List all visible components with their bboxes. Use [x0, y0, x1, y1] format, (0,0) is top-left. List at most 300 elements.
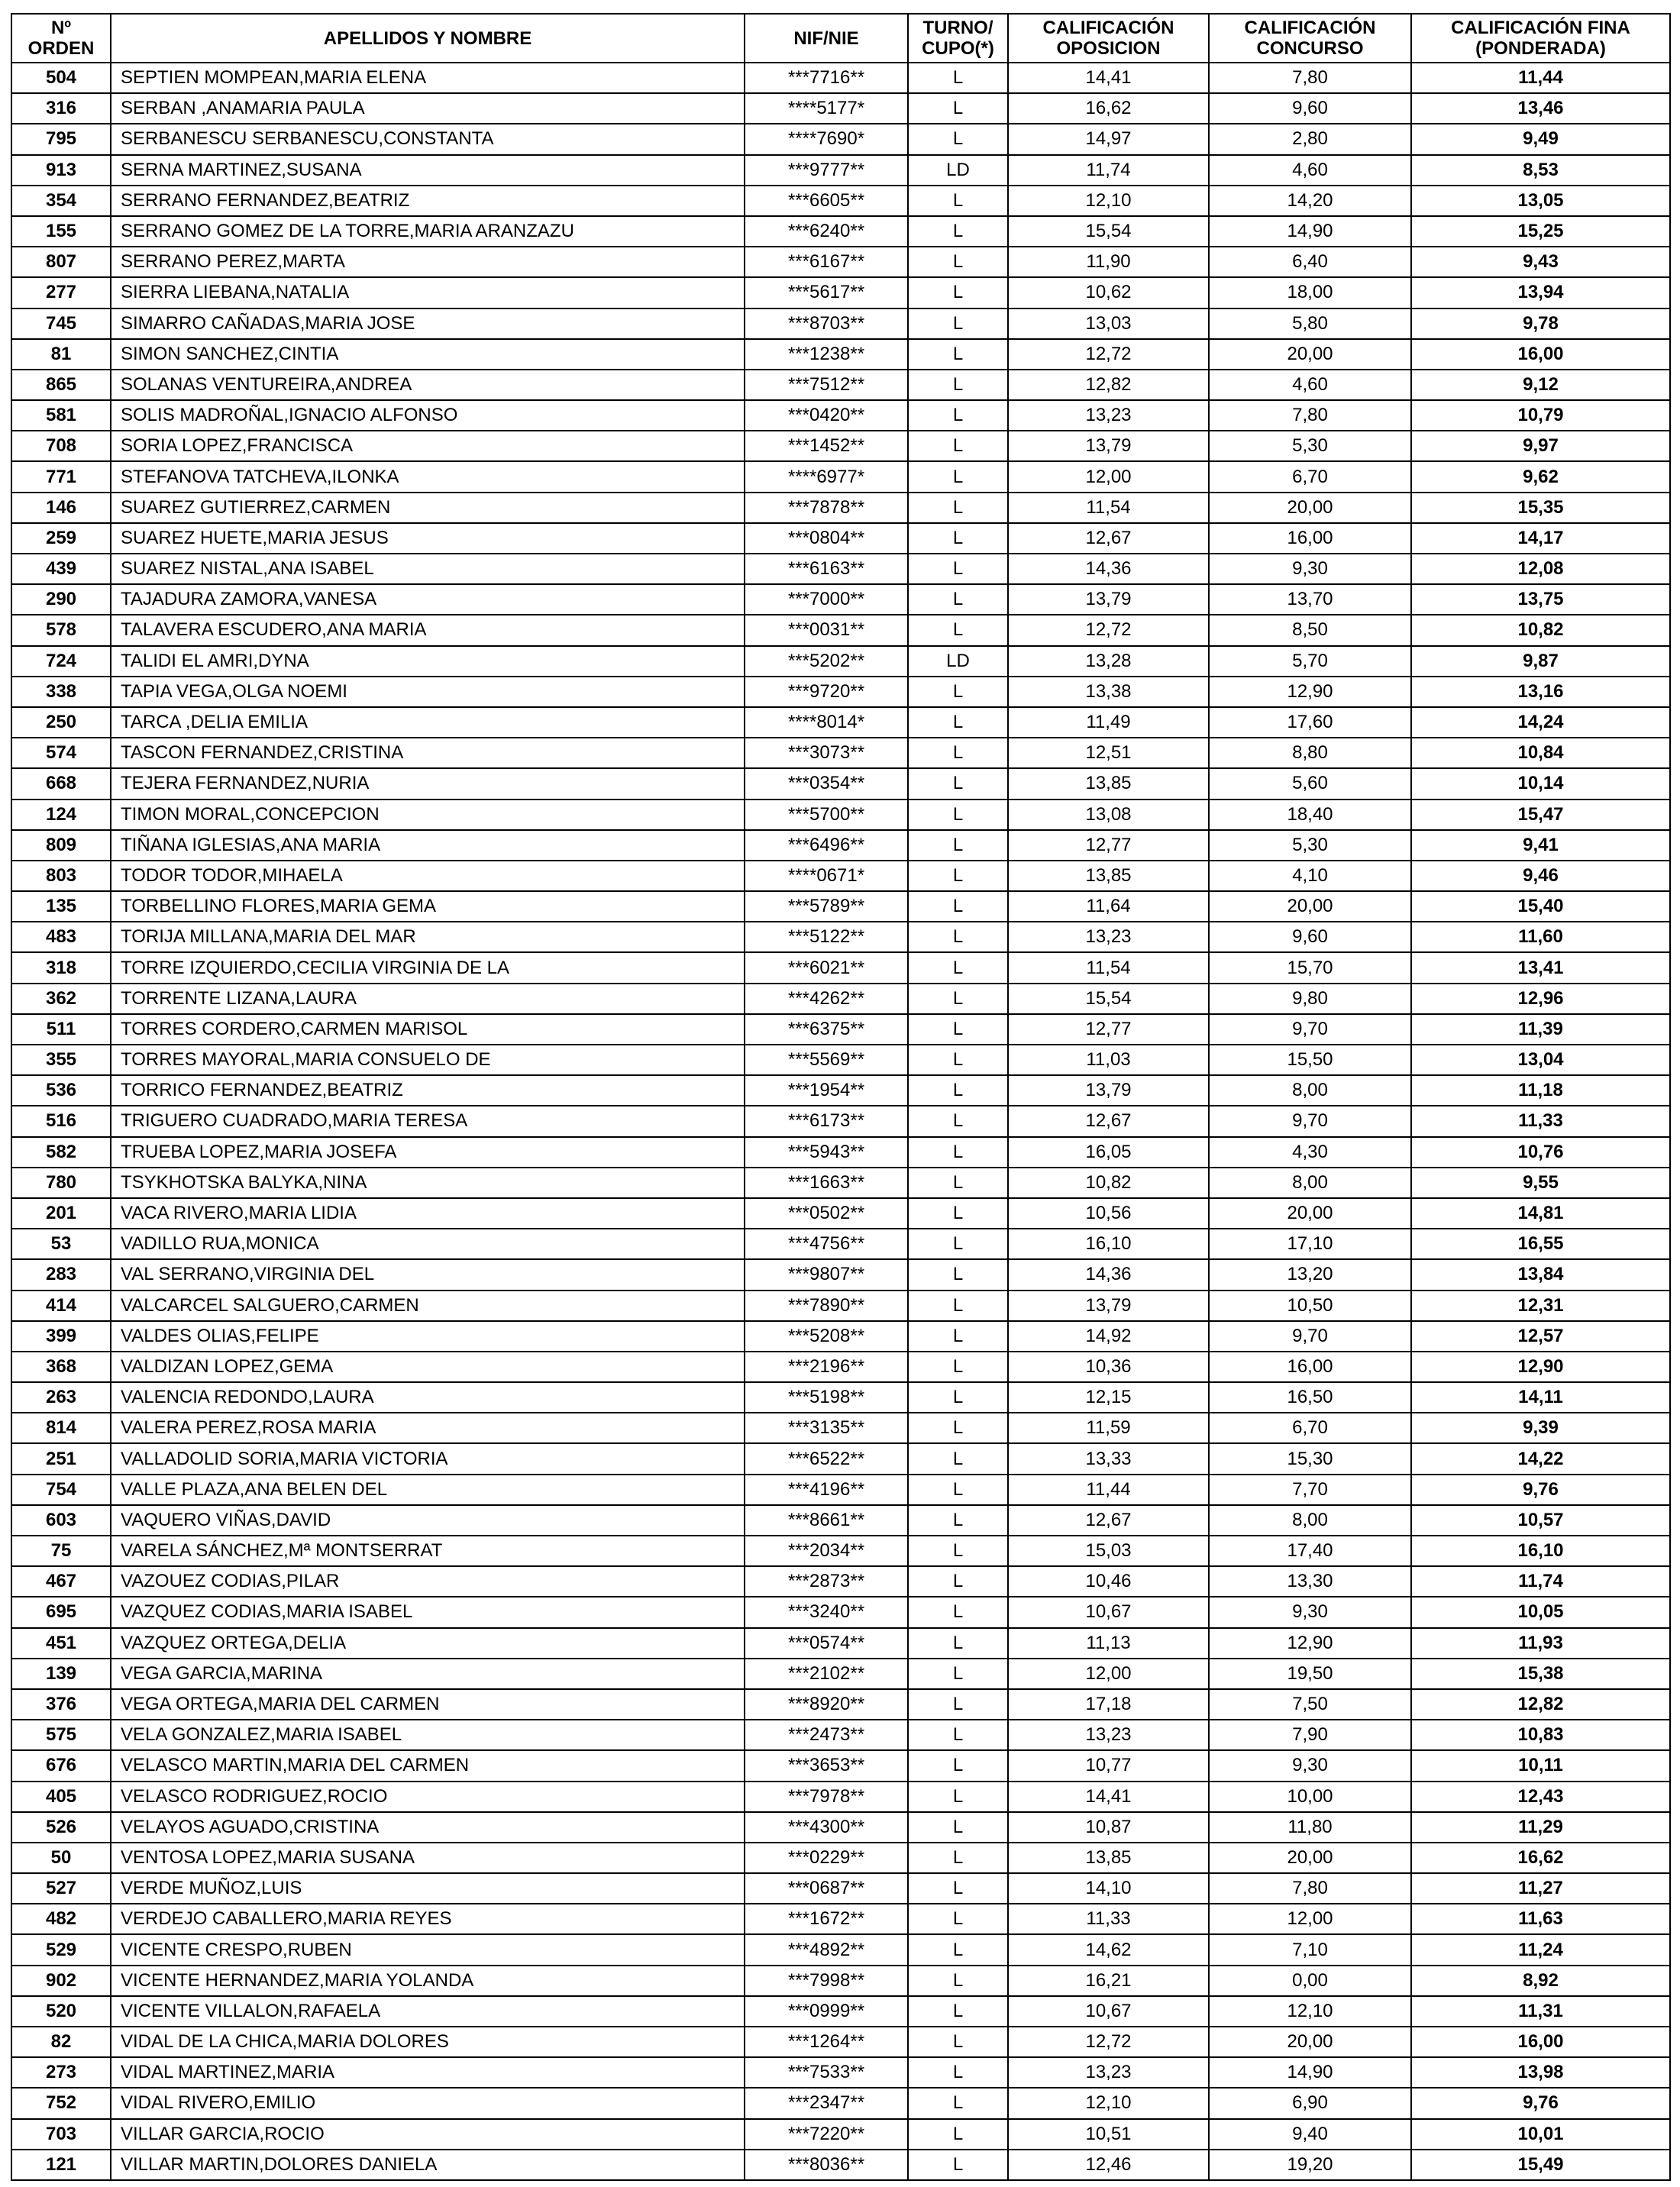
table-row: [11, 707, 1670, 738]
cell-nombre: VALLADOLID SORIA,MARIA VICTORIA: [111, 1443, 745, 1474]
cell-turno: L: [908, 861, 1008, 891]
cell-concurso: 18,40: [1209, 800, 1411, 830]
cell-final: 16,62: [1411, 1843, 1670, 1873]
cell-turno: L: [908, 2150, 1008, 2180]
cell-orden: 724: [11, 646, 111, 677]
cell-concurso: 7,70: [1209, 1475, 1411, 1505]
cell-nif: ***7533**: [745, 2057, 908, 2088]
table-row: [11, 1750, 1670, 1781]
cell-nif: ***2102**: [745, 1659, 908, 1689]
cell-nombre: TEJERA FERNANDEZ,NURIA: [111, 768, 745, 799]
cell-orden: 201: [11, 1198, 111, 1229]
cell-oposicion: 16,05: [1008, 1137, 1209, 1168]
cell-final: 11,44: [1411, 63, 1670, 93]
cell-orden: 865: [11, 370, 111, 400]
cell-orden: 316: [11, 93, 111, 124]
cell-nif: ***0502**: [745, 1198, 908, 1229]
cell-orden: 355: [11, 1045, 111, 1075]
table-row: [11, 1536, 1670, 1566]
cell-orden: 574: [11, 738, 111, 768]
cell-turno: L: [908, 922, 1008, 952]
cell-orden: 121: [11, 2150, 111, 2180]
cell-turno: L: [908, 707, 1008, 738]
cell-final: 9,46: [1411, 861, 1670, 891]
cell-concurso: 12,90: [1209, 1628, 1411, 1659]
cell-nif: ***1452**: [745, 431, 908, 461]
cell-nif: ***6375**: [745, 1014, 908, 1045]
cell-final: 10,82: [1411, 615, 1670, 645]
cell-nombre: VAZQUEZ ORTEGA,DELIA: [111, 1628, 745, 1659]
cell-oposicion: 12,46: [1008, 2150, 1209, 2180]
table-row: [11, 952, 1670, 983]
table-row: [11, 1259, 1670, 1290]
cell-final: 10,01: [1411, 2119, 1670, 2150]
cell-final: 15,35: [1411, 493, 1670, 523]
table-row: [11, 1628, 1670, 1659]
cell-turno: L: [908, 584, 1008, 615]
table-row: [11, 984, 1670, 1014]
cell-oposicion: 16,10: [1008, 1229, 1209, 1259]
cell-final: 13,75: [1411, 584, 1670, 615]
cell-nif: ***7890**: [745, 1291, 908, 1321]
cell-orden: 53: [11, 1229, 111, 1259]
cell-turno: L: [908, 1720, 1008, 1750]
table-row: [11, 1168, 1670, 1198]
cell-nif: ***0574**: [745, 1628, 908, 1659]
cell-orden: 81: [11, 339, 111, 370]
cell-nif: ***7998**: [745, 1966, 908, 1996]
cell-orden: 139: [11, 1659, 111, 1689]
cell-nombre: TORRENTE LIZANA,LAURA: [111, 984, 745, 1014]
table-body: [11, 63, 1670, 2180]
cell-turno: L: [908, 1812, 1008, 1843]
cell-oposicion: 10,67: [1008, 1597, 1209, 1627]
cell-final: 12,90: [1411, 1352, 1670, 1382]
cell-orden: 283: [11, 1259, 111, 1290]
cell-nombre: TODOR TODOR,MIHAELA: [111, 861, 745, 891]
table-row: [11, 1720, 1670, 1750]
cell-orden: 467: [11, 1566, 111, 1597]
cell-turno: L: [908, 1505, 1008, 1536]
cell-concurso: 15,50: [1209, 1045, 1411, 1075]
cell-oposicion: 13,33: [1008, 1443, 1209, 1474]
cell-concurso: 9,30: [1209, 1597, 1411, 1627]
cell-nif: ***9807**: [745, 1259, 908, 1290]
cell-final: 10,57: [1411, 1505, 1670, 1536]
cell-concurso: 4,10: [1209, 861, 1411, 891]
cell-concurso: 7,80: [1209, 1873, 1411, 1904]
cell-concurso: 19,20: [1209, 2150, 1411, 2180]
cell-nif: ***6522**: [745, 1443, 908, 1474]
table-row: [11, 1475, 1670, 1505]
cell-orden: 482: [11, 1904, 111, 1934]
cell-concurso: 13,70: [1209, 584, 1411, 615]
cell-concurso: 20,00: [1209, 2027, 1411, 2057]
table-row: [11, 523, 1670, 554]
table-row: [11, 63, 1670, 93]
results-table: [11, 13, 1671, 2181]
cell-nombre: VAQUERO VIÑAS,DAVID: [111, 1505, 745, 1536]
cell-orden: 780: [11, 1168, 111, 1198]
cell-nombre: SUAREZ HUETE,MARIA JESUS: [111, 523, 745, 554]
cell-turno: L: [908, 247, 1008, 277]
cell-final: 16,00: [1411, 339, 1670, 370]
cell-oposicion: 15,03: [1008, 1536, 1209, 1566]
cell-nombre: SERRANO PEREZ,MARTA: [111, 247, 745, 277]
cell-turno: L: [908, 830, 1008, 861]
cell-oposicion: 13,23: [1008, 2057, 1209, 2088]
cell-final: 16,00: [1411, 2027, 1670, 2057]
cell-nombre: VALDIZAN LOPEZ,GEMA: [111, 1352, 745, 1382]
cell-turno: L: [908, 891, 1008, 922]
cell-concurso: 2,80: [1209, 124, 1411, 154]
cell-turno: L: [908, 1229, 1008, 1259]
cell-nombre: TORRICO FERNANDEZ,BEATRIZ: [111, 1075, 745, 1106]
cell-turno: LD: [908, 646, 1008, 677]
cell-final: 16,10: [1411, 1536, 1670, 1566]
cell-final: 9,76: [1411, 2088, 1670, 2118]
cell-turno: L: [908, 768, 1008, 799]
cell-orden: 668: [11, 768, 111, 799]
cell-concurso: 9,60: [1209, 922, 1411, 952]
cell-concurso: 19,50: [1209, 1659, 1411, 1689]
table-row: [11, 584, 1670, 615]
cell-nombre: VIDAL RIVERO,EMILIO: [111, 2088, 745, 2118]
cell-turno: L: [908, 1566, 1008, 1597]
cell-final: 11,24: [1411, 1934, 1670, 1965]
cell-concurso: 16,00: [1209, 523, 1411, 554]
cell-orden: 902: [11, 1966, 111, 1996]
cell-turno: L: [908, 1168, 1008, 1198]
table-row: [11, 861, 1670, 891]
cell-orden: 318: [11, 952, 111, 983]
cell-final: 10,83: [1411, 1720, 1670, 1750]
cell-oposicion: 12,82: [1008, 370, 1209, 400]
cell-nif: ***8920**: [745, 1689, 908, 1720]
cell-concurso: 16,00: [1209, 1352, 1411, 1382]
cell-final: 13,16: [1411, 677, 1670, 707]
cell-nombre: STEFANOVA TATCHEVA,ILONKA: [111, 461, 745, 492]
cell-final: 14,22: [1411, 1443, 1670, 1474]
cell-concurso: 8,50: [1209, 615, 1411, 645]
cell-nombre: SUAREZ GUTIERREZ,CARMEN: [111, 493, 745, 523]
table-row: [11, 493, 1670, 523]
cell-turno: L: [908, 615, 1008, 645]
cell-turno: L: [908, 1291, 1008, 1321]
table-row: [11, 738, 1670, 768]
cell-orden: 754: [11, 1475, 111, 1505]
cell-nombre: TRIGUERO CUADRADO,MARIA TERESA: [111, 1106, 745, 1136]
cell-orden: 795: [11, 124, 111, 154]
cell-nombre: TORBELLINO FLORES,MARIA GEMA: [111, 891, 745, 922]
table-row: [11, 339, 1670, 370]
table-row: [11, 93, 1670, 124]
cell-orden: 368: [11, 1352, 111, 1382]
cell-orden: 504: [11, 63, 111, 93]
cell-orden: 290: [11, 584, 111, 615]
cell-turno: L: [908, 1628, 1008, 1659]
cell-concurso: 8,00: [1209, 1505, 1411, 1536]
cell-final: 13,84: [1411, 1259, 1670, 1290]
cell-final: 11,74: [1411, 1566, 1670, 1597]
cell-turno: L: [908, 1321, 1008, 1352]
cell-concurso: 0,00: [1209, 1966, 1411, 1996]
cell-orden: 516: [11, 1106, 111, 1136]
header-row: [11, 14, 1670, 63]
cell-concurso: 12,00: [1209, 1904, 1411, 1934]
cell-final: 9,55: [1411, 1168, 1670, 1198]
cell-oposicion: 13,79: [1008, 1291, 1209, 1321]
cell-nombre: SEPTIEN MOMPEAN,MARIA ELENA: [111, 63, 745, 93]
cell-turno: L: [908, 677, 1008, 707]
table-row: [11, 216, 1670, 247]
cell-final: 11,18: [1411, 1075, 1670, 1106]
cell-oposicion: 11,44: [1008, 1475, 1209, 1505]
cell-nombre: VALDES OLIAS,FELIPE: [111, 1321, 745, 1352]
cell-concurso: 6,40: [1209, 247, 1411, 277]
cell-nombre: VEGA ORTEGA,MARIA DEL CARMEN: [111, 1689, 745, 1720]
cell-orden: 603: [11, 1505, 111, 1536]
cell-nombre: TASCON FERNANDEZ,CRISTINA: [111, 738, 745, 768]
cell-concurso: 9,70: [1209, 1014, 1411, 1045]
cell-nombre: VACA RIVERO,MARIA LIDIA: [111, 1198, 745, 1229]
cell-oposicion: 11,13: [1008, 1628, 1209, 1659]
cell-turno: L: [908, 1259, 1008, 1290]
table-row: [11, 1321, 1670, 1352]
cell-concurso: 15,30: [1209, 1443, 1411, 1474]
cell-turno: L: [908, 1413, 1008, 1443]
cell-nombre: SERBANESCU SERBANESCU,CONSTANTA: [111, 124, 745, 154]
cell-orden: 439: [11, 554, 111, 584]
cell-nif: ***8703**: [745, 309, 908, 339]
cell-oposicion: 14,41: [1008, 63, 1209, 93]
cell-turno: L: [908, 339, 1008, 370]
cell-nif: ***1672**: [745, 1904, 908, 1934]
cell-oposicion: 11,74: [1008, 155, 1209, 186]
cell-nif: ****5177*: [745, 93, 908, 124]
table-row: [11, 2150, 1670, 2180]
cell-nombre: SERRANO GOMEZ DE LA TORRE,MARIA ARANZAZU: [111, 216, 745, 247]
cell-oposicion: 10,62: [1008, 277, 1209, 308]
cell-turno: L: [908, 216, 1008, 247]
cell-nombre: VIDAL MARTINEZ,MARIA: [111, 2057, 745, 2088]
cell-oposicion: 11,54: [1008, 952, 1209, 983]
cell-final: 11,39: [1411, 1014, 1670, 1045]
cell-oposicion: 13,03: [1008, 309, 1209, 339]
cell-oposicion: 12,00: [1008, 1659, 1209, 1689]
header-oposicion-line1: CALIFICACIÓN: [1042, 18, 1174, 38]
cell-nif: ***2873**: [745, 1566, 908, 1597]
cell-concurso: 10,50: [1209, 1291, 1411, 1321]
cell-nombre: SERBAN ,ANAMARIA PAULA: [111, 93, 745, 124]
cell-concurso: 9,30: [1209, 1750, 1411, 1781]
cell-concurso: 6,90: [1209, 2088, 1411, 2118]
cell-oposicion: 13,79: [1008, 584, 1209, 615]
table-row: [11, 891, 1670, 922]
table-row: [11, 431, 1670, 461]
cell-concurso: 20,00: [1209, 493, 1411, 523]
cell-orden: 536: [11, 1075, 111, 1106]
cell-nif: ***4756**: [745, 1229, 908, 1259]
cell-turno: L: [908, 186, 1008, 216]
cell-orden: 82: [11, 2027, 111, 2057]
cell-turno: L: [908, 63, 1008, 93]
cell-final: 10,76: [1411, 1137, 1670, 1168]
cell-nif: ***4892**: [745, 1934, 908, 1965]
cell-orden: 708: [11, 431, 111, 461]
cell-oposicion: 14,36: [1008, 1259, 1209, 1290]
header-concurso-line2: CONCURSO: [1256, 38, 1364, 59]
cell-concurso: 4,30: [1209, 1137, 1411, 1168]
cell-oposicion: 11,33: [1008, 1904, 1209, 1934]
table-row: [11, 2027, 1670, 2057]
cell-turno: L: [908, 431, 1008, 461]
table-row: [11, 1689, 1670, 1720]
results-sheet: [11, 13, 1671, 2181]
cell-orden: 582: [11, 1137, 111, 1168]
cell-turno: L: [908, 493, 1008, 523]
cell-oposicion: 15,54: [1008, 216, 1209, 247]
table-row: [11, 2088, 1670, 2118]
cell-nif: ***6240**: [745, 216, 908, 247]
cell-final: 14,24: [1411, 707, 1670, 738]
cell-nif: ***2347**: [745, 2088, 908, 2118]
cell-orden: 277: [11, 277, 111, 308]
cell-final: 9,49: [1411, 124, 1670, 154]
cell-nif: ***5122**: [745, 922, 908, 952]
table-row: [11, 247, 1670, 277]
cell-turno: L: [908, 1843, 1008, 1873]
cell-nif: ***6173**: [745, 1106, 908, 1136]
cell-oposicion: 10,82: [1008, 1168, 1209, 1198]
cell-nombre: VADILLO RUA,MONICA: [111, 1229, 745, 1259]
cell-nif: ****7690*: [745, 124, 908, 154]
cell-turno: L: [908, 1659, 1008, 1689]
cell-turno: L: [908, 2027, 1008, 2057]
header-nif: NIF/NIE: [745, 14, 908, 63]
table-row: [11, 1443, 1670, 1474]
cell-orden: 803: [11, 861, 111, 891]
cell-orden: 511: [11, 1014, 111, 1045]
cell-nombre: TORRE IZQUIERDO,CECILIA VIRGINIA DE LA: [111, 952, 745, 983]
cell-nombre: VELASCO RODRIGUEZ,ROCIO: [111, 1782, 745, 1812]
cell-oposicion: 11,49: [1008, 707, 1209, 738]
cell-concurso: 8,00: [1209, 1075, 1411, 1106]
cell-turno: L: [908, 1966, 1008, 1996]
cell-concurso: 17,10: [1209, 1229, 1411, 1259]
table-header: [11, 14, 1670, 63]
cell-turno: L: [908, 1014, 1008, 1045]
cell-concurso: 13,30: [1209, 1566, 1411, 1597]
cell-nif: ***6496**: [745, 830, 908, 861]
cell-orden: 354: [11, 186, 111, 216]
header-turno-line1: TURNO/: [922, 18, 993, 38]
cell-nif: ***6167**: [745, 247, 908, 277]
cell-nif: ***0031**: [745, 615, 908, 645]
cell-nombre: VELAYOS AGUADO,CRISTINA: [111, 1812, 745, 1843]
cell-nif: ***7878**: [745, 493, 908, 523]
table-row: [11, 615, 1670, 645]
cell-turno: L: [908, 1198, 1008, 1229]
cell-final: 12,96: [1411, 984, 1670, 1014]
cell-nif: ***9720**: [745, 677, 908, 707]
cell-nif: ***5569**: [745, 1045, 908, 1075]
cell-orden: 814: [11, 1413, 111, 1443]
cell-concurso: 9,60: [1209, 93, 1411, 124]
cell-oposicion: 12,67: [1008, 1106, 1209, 1136]
cell-oposicion: 11,90: [1008, 247, 1209, 277]
cell-final: 12,31: [1411, 1291, 1670, 1321]
cell-oposicion: 12,72: [1008, 615, 1209, 645]
cell-oposicion: 10,36: [1008, 1352, 1209, 1382]
cell-oposicion: 10,67: [1008, 1996, 1209, 2027]
cell-concurso: 20,00: [1209, 1843, 1411, 1873]
cell-nif: ***5617**: [745, 277, 908, 308]
cell-concurso: 14,20: [1209, 186, 1411, 216]
cell-oposicion: 14,41: [1008, 1782, 1209, 1812]
cell-nombre: VAZOUEZ CODIAS,PILAR: [111, 1566, 745, 1597]
cell-nif: ***1663**: [745, 1168, 908, 1198]
cell-nif: ***6021**: [745, 952, 908, 983]
cell-nombre: VICENTE HERNANDEZ,MARIA YOLANDA: [111, 1966, 745, 1996]
cell-turno: L: [908, 1873, 1008, 1904]
cell-turno: L: [908, 1689, 1008, 1720]
cell-concurso: 12,10: [1209, 1996, 1411, 2027]
cell-oposicion: 13,85: [1008, 861, 1209, 891]
cell-oposicion: 13,23: [1008, 922, 1209, 952]
cell-nif: ***1238**: [745, 339, 908, 370]
cell-final: 10,84: [1411, 738, 1670, 768]
cell-final: 11,31: [1411, 1996, 1670, 2027]
cell-nif: ***7220**: [745, 2119, 908, 2150]
cell-orden: 527: [11, 1873, 111, 1904]
table-row: [11, 2119, 1670, 2150]
cell-oposicion: 17,18: [1008, 1689, 1209, 1720]
cell-nombre: TAPIA VEGA,OLGA NOEMI: [111, 677, 745, 707]
cell-nombre: VICENTE VILLALON,RAFAELA: [111, 1996, 745, 2027]
cell-concurso: 8,00: [1209, 1168, 1411, 1198]
cell-concurso: 20,00: [1209, 339, 1411, 370]
cell-turno: L: [908, 1782, 1008, 1812]
header-nombre: APELLIDOS Y NOMBRE: [111, 14, 745, 63]
cell-orden: 362: [11, 984, 111, 1014]
cell-final: 10,14: [1411, 768, 1670, 799]
cell-concurso: 8,80: [1209, 738, 1411, 768]
cell-turno: L: [908, 738, 1008, 768]
cell-concurso: 9,70: [1209, 1106, 1411, 1136]
header-orden: [11, 14, 111, 63]
cell-nif: ***7512**: [745, 370, 908, 400]
cell-turno: L: [908, 1045, 1008, 1075]
cell-orden: 50: [11, 1843, 111, 1873]
cell-nombre: VENTOSA LOPEZ,MARIA SUSANA: [111, 1843, 745, 1873]
cell-final: 16,55: [1411, 1229, 1670, 1259]
cell-concurso: 12,90: [1209, 677, 1411, 707]
cell-turno: L: [908, 400, 1008, 431]
cell-oposicion: 12,72: [1008, 339, 1209, 370]
cell-oposicion: 11,54: [1008, 493, 1209, 523]
header-oposicion: [1008, 14, 1209, 63]
cell-final: 11,60: [1411, 922, 1670, 952]
cell-turno: L: [908, 309, 1008, 339]
cell-orden: 695: [11, 1597, 111, 1627]
table-row: [11, 1106, 1670, 1136]
cell-nombre: VALLE PLAZA,ANA BELEN DEL: [111, 1475, 745, 1505]
cell-oposicion: 13,85: [1008, 1843, 1209, 1873]
cell-oposicion: 12,77: [1008, 1014, 1209, 1045]
cell-concurso: 9,70: [1209, 1321, 1411, 1352]
cell-nombre: SORIA LOPEZ,FRANCISCA: [111, 431, 745, 461]
